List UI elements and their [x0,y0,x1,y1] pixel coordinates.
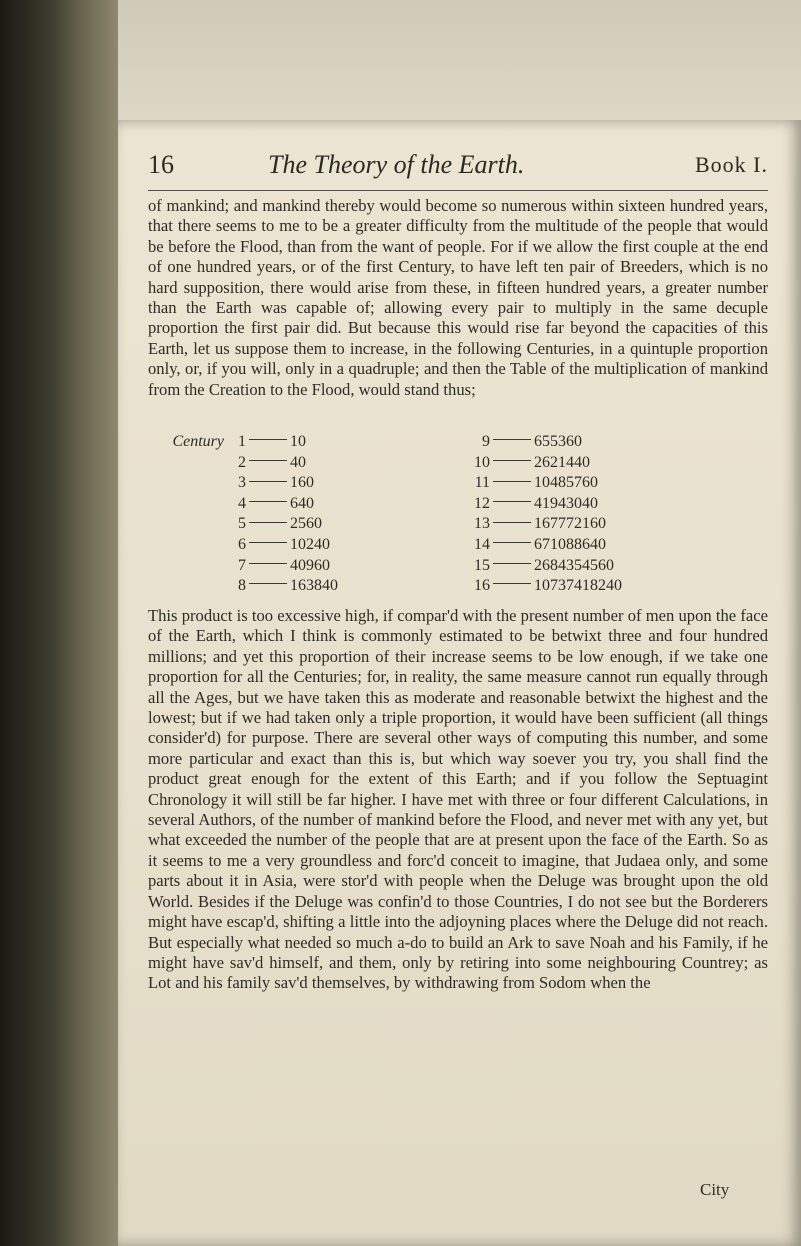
table-row: 9 655360 [482,433,582,450]
table-row: 16 10737418240 [474,577,622,595]
table-row: Century 1 10 [148,433,338,454]
table-row: 8 163840 [238,577,338,595]
running-head [148,150,768,190]
multiplication-table [148,433,768,601]
table-row: 12 41943040 [474,494,598,512]
page-number: 16 [148,150,174,179]
table-row: 7 40960 [238,556,330,574]
table-column-right [468,433,622,598]
table-row: 13 167772160 [474,515,606,533]
header-rule [148,190,768,191]
table-row: 4 640 [238,494,314,512]
table-row: 2 40 [238,453,306,471]
book-label: Book I. [695,152,768,177]
page-top-margin [118,0,801,120]
table-row: 11 10485760 [474,474,598,492]
table-row: 3 160 [238,474,314,492]
table-row: 5 2560 [238,515,322,533]
catchword: City [700,1180,730,1199]
table-heading: Century [172,433,224,450]
table-row: 6 10240 [238,535,330,553]
table-row: 14 671088640 [474,535,606,553]
table-column-left [148,433,338,598]
table-row: 15 2684354560 [474,556,614,574]
running-title: The Theory of the Earth. [268,150,525,179]
table-row: 10 2621440 [474,453,590,471]
paragraph-1: of mankind; and mankind thereby would become so numerous within sixteen hundred years, that there seems to me to be a greater difficulty from the multitude of the people that would be before the Flood, than from the want of people. For if we allow the first couple at the end of one hundred years, or of the first Century, to have left ten pair of Breeders, which is no hard supposition, there would arise from these, in fifteen hundred years, a greater number than the Earth was capable of; allowing every pair to multiply in the same decuple proportion the first pair did. But because this would rise far beyond the capacities of this Earth, let us suppose them to increase, in the following Centuries, in a quintuple proportion only, or, if you will, only in a quadruple; and then the Table of the multiplication of mankind from the Creation to the Flood, would stand thus; [148,196,768,399]
paragraph-2: This product is too excessive high, if compar'd with the present number of men upon the face of the Earth, which I think is commonly estimated to be betwixt three and four hundred millions; and yet this proportion of their increase seems to be low enough, if we take one proportion for all the Centuries; for, in reality, the same measure cannot run equally through all the Ages, but we have taken this as moderate and reasonable betwixt the highest and the lowest; but if we had taken only a triple proportion, it would have been sufficient (all things consider'd) for purpose. There are several other ways of computing this number, and some more particular and exact than this is, but which way soever you try, you shall find the product great enough for the extent of this Earth; and if you follow the Septuagint Chronology it will still be far higher. I have met with three or four different Calculations, in several Authors, of the number of mankind before the Flood, and never met with any yet, but what exceeded the number of the people that are at present upon the face of the Earth. So as it seems to me a very groundless and forc'd conceit to imagine, that Judaea only, and some parts about it in Asia, were stor'd with people when the Deluge was brought upon the old World. Besides if the Deluge was confin'd to those Countries, I do not see but the Borderers might have escap'd, shifting a little into the adjoyning places where the Deluge did not reach. But especially what needed so much a-do to build an Ark to save Noah and his Family, if he might have sav'd himself, and them, only by retiring into some neighbouring Countrey; as Lot and his family sav'd themselves, by withdrawing from Sodom when the [148,606,768,993]
